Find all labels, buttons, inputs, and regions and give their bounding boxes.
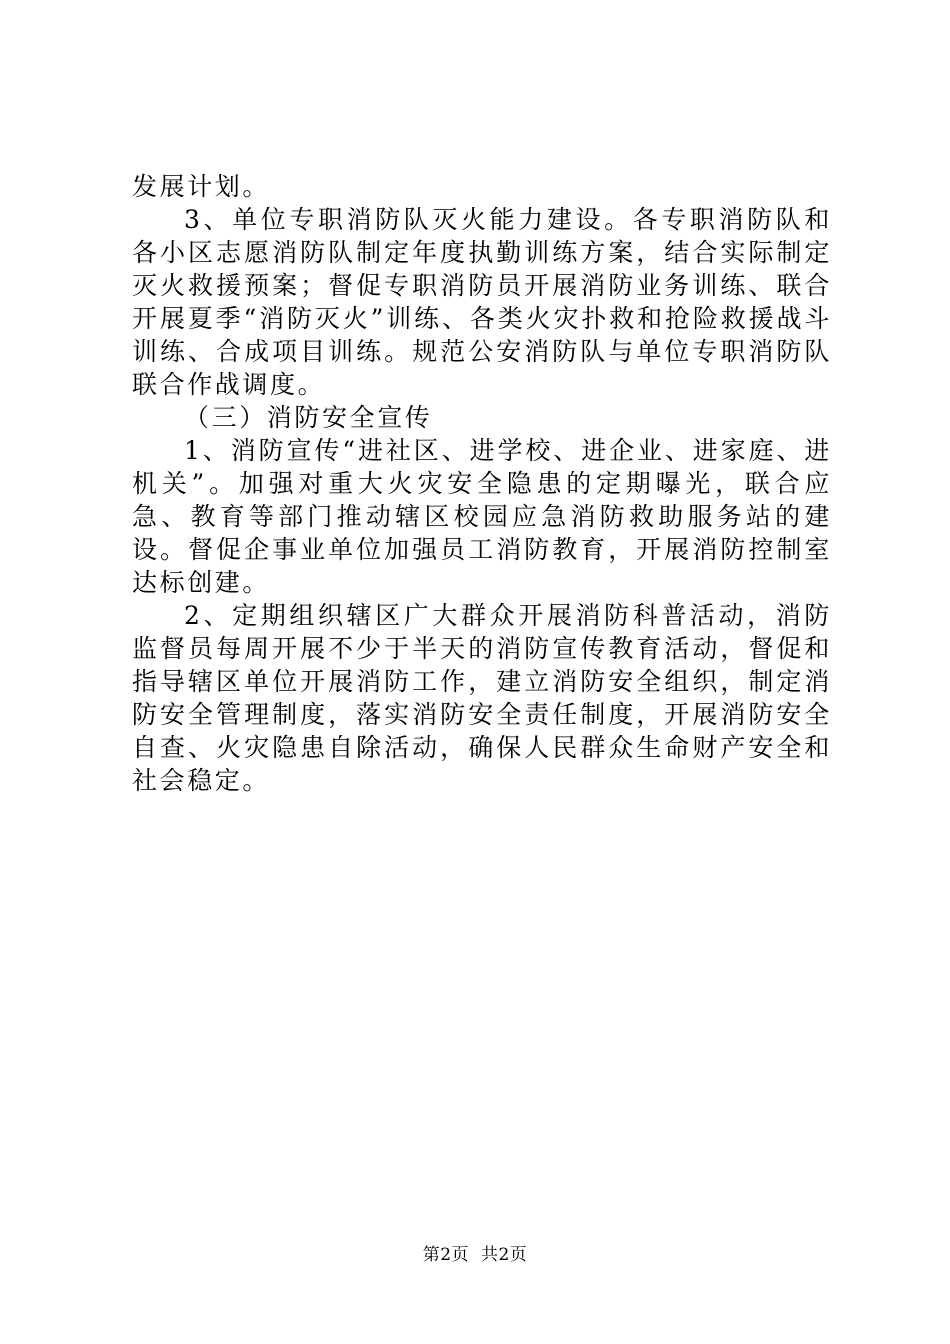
document-body (132, 170, 832, 797)
paragraph-item-2: 2、定期组织辖区广大群众开展消防科普活动，消防监督员每周开展不少于半天的消防宣传教育活动，督促和指导辖区单位开展消防工作，建立消防安全组织，制定消防安全管理制度，落实消防安全责任制度，开展消防安全自查、火灾隐患自除活动，确保人民群众生命财产安全和社会稳定。 (132, 601, 832, 795)
paragraph-item-3: 3、单位专职消防队灭火能力建设。各专职消防队和各小区志愿消防队制定年度执勤训练方案，结合实际制定灭火救援预案；督促专职消防员开展消防业务训练、联合开展夏季“消防灭火”训练、各类火灾扑救和抢险救援战斗训练、合成项目训练。规范公安消防队与单位专职消防队联合作战调度。 (132, 205, 832, 399)
section-heading-publicity: （三）消防安全宣传 (184, 403, 433, 432)
paragraph-plan-tail: 发展计划。 (132, 172, 271, 201)
page-number: 第2页 (422, 1245, 470, 1265)
page-footer (0, 1244, 950, 1266)
page-total: 共2页 (480, 1245, 528, 1265)
paragraph-item-1: 1、消防宣传“进社区、进学校、进企业、进家庭、进机关”。加强对重大火灾安全隐患的定期曝光，联合应急、教育等部门推动辖区校园应急消防救助服务站的建设。督促企事业单位加强员工消防教育，开展消防控制室达标创建。 (132, 436, 832, 597)
